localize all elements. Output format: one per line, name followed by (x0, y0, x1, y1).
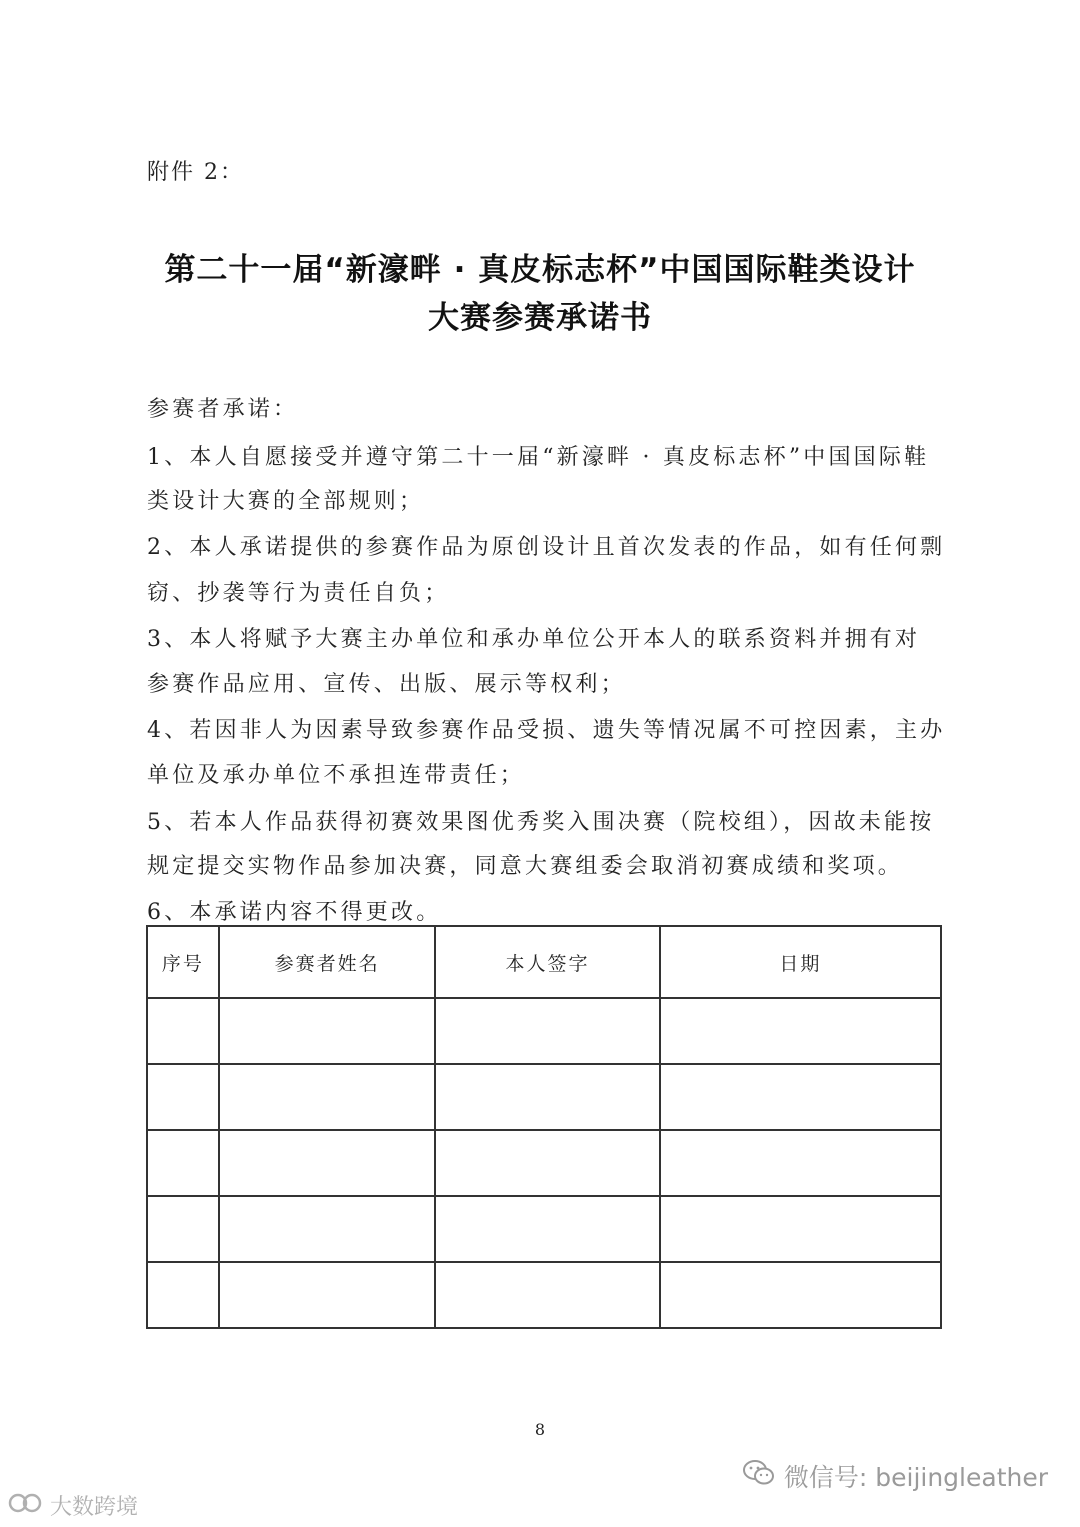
table-row (147, 998, 941, 1064)
pledge-line: 1、本人自愿接受并遵守第二十一届“新濠畔 · 真皮标志杯”中国国际鞋 (147, 445, 930, 470)
document-title-line-1: 第二十一届“新濠畔 · 真皮标志杯”中国国际鞋类设计 (164, 252, 916, 288)
column-header-name: 参赛者姓名 (219, 926, 435, 998)
wechat-icon (742, 1459, 776, 1493)
attachment-label: 附件 2： (147, 160, 244, 185)
cell-date[interactable] (660, 1262, 941, 1328)
logo-icon (8, 1491, 44, 1521)
column-header-date: 日期 (660, 926, 941, 998)
table-header-row (147, 926, 941, 998)
wechat-watermark (742, 1458, 1048, 1494)
cell-name[interactable] (219, 1196, 435, 1262)
table-row (147, 1196, 941, 1262)
cell-number[interactable] (147, 1196, 219, 1262)
cell-number[interactable] (147, 1262, 219, 1328)
pledge-line: 4、若因非人为因素导致参赛作品受损、遗失等情况属不可控因素，主办 (147, 718, 946, 743)
cell-date[interactable] (660, 1064, 941, 1130)
cell-name[interactable] (219, 1130, 435, 1196)
cell-signature[interactable] (435, 1262, 659, 1328)
page-number: 8 (534, 1420, 546, 1439)
site-watermark-text: 大数跨境 (50, 1495, 139, 1520)
table-row (147, 1130, 941, 1196)
pledge-line: 2、本人承诺提供的参赛作品为原创设计且首次发表的作品，如有任何剽 (147, 535, 946, 560)
cell-signature[interactable] (435, 1064, 659, 1130)
site-watermark (8, 1490, 138, 1521)
cell-date[interactable] (660, 998, 941, 1064)
column-header-signature: 本人签字 (435, 926, 659, 998)
cell-date[interactable] (660, 1130, 941, 1196)
cell-number[interactable] (147, 998, 219, 1064)
cell-number[interactable] (147, 1064, 219, 1130)
column-header-number: 序号 (147, 926, 219, 998)
cell-signature[interactable] (435, 998, 659, 1064)
cell-signature[interactable] (435, 1130, 659, 1196)
table-row (147, 1262, 941, 1328)
pledge-line: 参赛作品应用、宣传、出版、展示等权利； (147, 672, 626, 697)
pledge-line: 6、本承诺内容不得更改。 (147, 900, 442, 925)
participant-table (146, 925, 942, 1329)
cell-signature[interactable] (435, 1196, 659, 1262)
wechat-id-text: 微信号: beijingleather (783, 1463, 1048, 1492)
pledge-line: 单位及承办单位不承担连带责任； (147, 763, 526, 788)
pledge-line: 5、若本人作品获得初赛效果图优秀奖入围决赛（院校组），因故未能按 (147, 810, 935, 835)
pledge-line: 类设计大赛的全部规则； (147, 489, 425, 514)
cell-name[interactable] (219, 1262, 435, 1328)
pledge-line: 规定提交实物作品参加决赛，同意大赛组委会取消初赛成绩和奖项。 (147, 854, 904, 879)
document-title-line-2: 大赛参赛承诺书 (428, 300, 652, 336)
pledge-line: 3、本人将赋予大赛主办单位和承办单位公开本人的联系资料并拥有对 (147, 627, 921, 652)
table-row (147, 1064, 941, 1130)
pledge-line: 窃、抄袭等行为责任自负； (147, 581, 450, 606)
cell-date[interactable] (660, 1196, 941, 1262)
cell-name[interactable] (219, 998, 435, 1064)
cell-name[interactable] (219, 1064, 435, 1130)
cell-number[interactable] (147, 1130, 219, 1196)
pledge-heading: 参赛者承诺： (147, 397, 299, 422)
